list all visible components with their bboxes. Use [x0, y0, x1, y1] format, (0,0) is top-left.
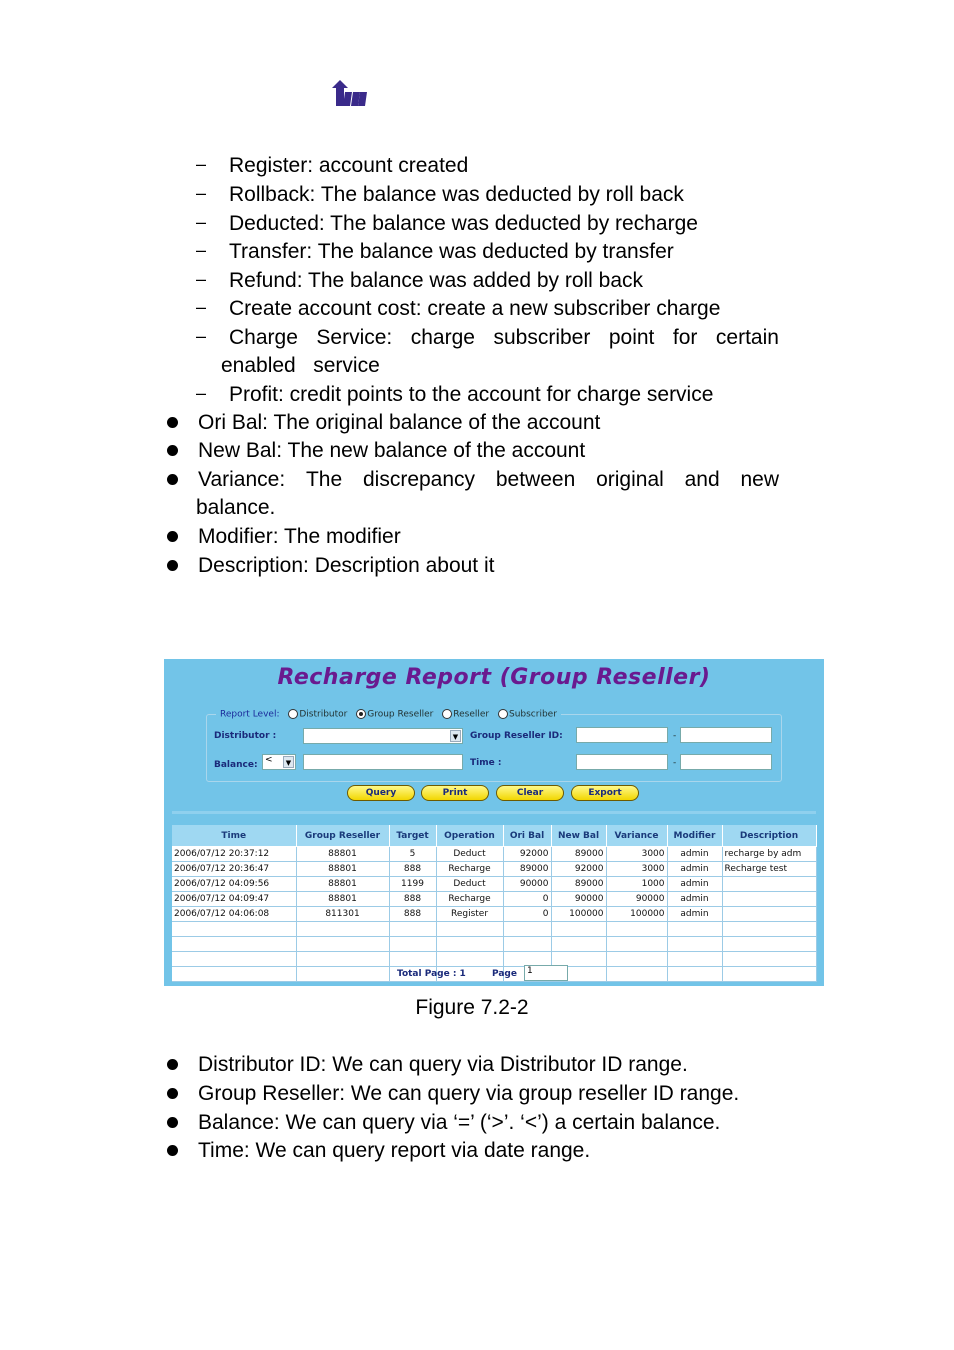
- table-cell: 2006/07/12 20:37:12: [172, 847, 296, 862]
- table-cell: [296, 967, 389, 982]
- table-cell: admin: [667, 892, 722, 907]
- table-row[interactable]: [172, 877, 816, 892]
- table-cell: admin: [667, 862, 722, 877]
- table-cell: [667, 967, 722, 982]
- table-cell: [551, 922, 606, 937]
- list-item: Transfer: The balance was deducted by transfer: [229, 240, 674, 263]
- table-cell: 90000: [551, 892, 606, 907]
- bullet-marker: [167, 417, 178, 428]
- table-cell: [296, 922, 389, 937]
- arrow-logo-icon: [332, 78, 368, 108]
- table-cell: 100000: [606, 907, 667, 922]
- page-input[interactable]: 1: [524, 965, 568, 981]
- group-reseller-id-from-input[interactable]: [576, 727, 668, 743]
- bullet-marker: [167, 474, 178, 485]
- range-separator: -: [673, 758, 677, 768]
- word: original: [596, 468, 664, 491]
- list-item: Distributor ID: We can query via Distributor ID range.: [198, 1053, 688, 1076]
- table-cell: [389, 952, 436, 967]
- table-cell: 89000: [551, 847, 606, 862]
- table-row-empty: [172, 922, 816, 937]
- list-item: Modifier: The modifier: [198, 525, 401, 548]
- column-header[interactable]: Description: [722, 825, 816, 847]
- list-item: Rollback: The balance was deducted by roll back: [229, 183, 684, 206]
- radio-label: Distributor: [299, 709, 348, 720]
- table-cell: 5: [389, 847, 436, 862]
- table-cell: 88801: [296, 877, 389, 892]
- table-cell: 811301: [296, 907, 389, 922]
- word: The: [305, 468, 343, 491]
- table-cell: [667, 937, 722, 952]
- radio-subscriber[interactable]: [498, 709, 508, 719]
- table-row-empty: [172, 952, 816, 967]
- table-cell: Recharge test: [722, 862, 816, 877]
- total-page-label: Total Page : 1: [397, 969, 466, 979]
- column-header[interactable]: Time: [172, 825, 296, 847]
- table-cell: 90000: [606, 892, 667, 907]
- group-reseller-id-label: Group Reseller ID:: [470, 731, 563, 741]
- table-header-row: [172, 825, 816, 847]
- bullet-marker: [167, 1117, 178, 1128]
- table-cell: [389, 922, 436, 937]
- table-cell: 89000: [503, 862, 551, 877]
- bullet-marker: [167, 445, 178, 456]
- table-cell: 100000: [551, 907, 606, 922]
- table-row[interactable]: [172, 892, 816, 907]
- word: between: [495, 468, 576, 491]
- filter-fieldset: [206, 714, 782, 782]
- range-separator: -: [673, 731, 677, 741]
- table-cell: 0: [503, 892, 551, 907]
- word: discrepancy: [362, 468, 476, 491]
- table-cell: 2006/07/12 20:36:47: [172, 862, 296, 877]
- report-level-group: [216, 709, 561, 720]
- table-cell: 888: [389, 862, 436, 877]
- table-cell: [722, 952, 816, 967]
- table-cell: 0: [503, 907, 551, 922]
- table-cell: 88801: [296, 892, 389, 907]
- table-cell: 2006/07/12 04:09:47: [172, 892, 296, 907]
- balance-label: Balance:: [214, 760, 258, 770]
- column-header[interactable]: Modifier: [667, 825, 722, 847]
- dash-marker: –: [196, 326, 207, 346]
- table-cell: [436, 922, 503, 937]
- table-cell: [436, 937, 503, 952]
- clear-button[interactable]: Clear: [496, 785, 564, 801]
- list-item: Deducted: The balance was deducted by recharge: [229, 212, 698, 235]
- column-header[interactable]: Ori Bal: [503, 825, 551, 847]
- list-item: Time: We can query report via date range.: [198, 1139, 591, 1162]
- word: new: [740, 468, 779, 491]
- list-item-continuation: enabled service: [221, 354, 380, 377]
- print-button[interactable]: Print: [421, 785, 489, 801]
- table-cell: admin: [667, 907, 722, 922]
- balance-input[interactable]: [303, 754, 463, 770]
- table-cell: Deduct: [436, 847, 503, 862]
- dash-marker: –: [196, 154, 207, 174]
- table-cell: [667, 952, 722, 967]
- group-reseller-id-to-input[interactable]: [680, 727, 772, 743]
- word: Variance:: [198, 468, 286, 491]
- table-cell: [503, 937, 551, 952]
- table-cell: Deduct: [436, 877, 503, 892]
- report-table-body: [172, 847, 816, 982]
- table-cell: [172, 937, 296, 952]
- table-cell: 2006/07/12 04:06:08: [172, 907, 296, 922]
- list-item: Ori Bal: The original balance of the account: [198, 411, 601, 434]
- export-button[interactable]: Export: [571, 785, 639, 801]
- bullet-marker: [167, 1145, 178, 1156]
- word: point: [608, 326, 655, 349]
- column-header[interactable]: Group Reseller: [296, 825, 389, 847]
- table-row[interactable]: [172, 847, 816, 862]
- radio-label: Group Reseller: [367, 709, 434, 720]
- table-cell: 3000: [606, 847, 667, 862]
- list-item-variance: [198, 466, 779, 494]
- table-cell: [667, 922, 722, 937]
- table-cell: 88801: [296, 847, 389, 862]
- bullet-marker: [167, 1059, 178, 1070]
- page-label: Page: [492, 969, 517, 979]
- table-cell: recharge by adm: [722, 847, 816, 862]
- table-cell: [606, 937, 667, 952]
- divider: [172, 811, 816, 814]
- balance-operator-value: <: [265, 755, 273, 765]
- list-item: Profit: credit points to the account for charge service: [229, 383, 714, 406]
- table-cell: [722, 967, 816, 982]
- column-header[interactable]: Target: [389, 825, 436, 847]
- list-item-continuation: balance.: [196, 496, 276, 519]
- table-cell: [296, 937, 389, 952]
- table-cell: 92000: [503, 847, 551, 862]
- list-item: Balance: We can query via ‘=’ (‘>’. ‘<’) a certain balance.: [198, 1111, 721, 1134]
- dash-marker: –: [196, 240, 207, 260]
- word: charge: [410, 326, 475, 349]
- table-cell: [722, 877, 816, 892]
- table-row[interactable]: [172, 907, 816, 922]
- word: Service:: [316, 326, 393, 349]
- time-from-input[interactable]: [576, 754, 668, 770]
- table-cell: Register: [436, 907, 503, 922]
- table-cell: [606, 967, 667, 982]
- distributor-select[interactable]: [303, 728, 463, 744]
- table-cell: [722, 907, 816, 922]
- dash-marker: –: [196, 269, 207, 289]
- chevron-down-icon: ▼: [450, 730, 461, 742]
- query-button[interactable]: Query: [347, 785, 415, 801]
- table-cell: 90000: [503, 877, 551, 892]
- dash-marker: –: [196, 212, 207, 232]
- word: and: [684, 468, 720, 491]
- figure-caption: Figure 7.2-2: [415, 996, 529, 1019]
- list-item: Create account cost: create a new subscriber charge: [229, 297, 721, 320]
- table-cell: [172, 967, 296, 982]
- bullet-marker: [167, 560, 178, 571]
- list-item: Refund: The balance was added by roll back: [229, 269, 644, 292]
- dash-marker: –: [196, 183, 207, 203]
- table-cell: [436, 952, 503, 967]
- table-cell: 2006/07/12 04:09:56: [172, 877, 296, 892]
- word: Charge: [229, 326, 298, 349]
- table-cell: admin: [667, 877, 722, 892]
- report-level-label: Report Level:: [220, 709, 280, 720]
- dash-marker: –: [196, 383, 207, 403]
- dash-marker: –: [196, 297, 207, 317]
- word: for: [672, 326, 698, 349]
- radio-distributor[interactable]: [288, 709, 298, 719]
- table-cell: [172, 952, 296, 967]
- report-title: Recharge Report (Group Reseller): [277, 665, 711, 690]
- table-cell: 888: [389, 892, 436, 907]
- table-cell: 92000: [551, 862, 606, 877]
- table-row[interactable]: [172, 862, 816, 877]
- time-label: Time :: [470, 758, 502, 768]
- column-header[interactable]: Operation: [436, 825, 503, 847]
- list-item: Register: account created: [229, 154, 469, 177]
- table-cell: [551, 937, 606, 952]
- report-table: [172, 825, 817, 982]
- table-cell: Recharge: [436, 892, 503, 907]
- bullet-marker: [167, 1088, 178, 1099]
- table-cell: 89000: [551, 877, 606, 892]
- list-item: Description: Description about it: [198, 554, 495, 577]
- table-cell: 88801: [296, 862, 389, 877]
- table-cell: [722, 922, 816, 937]
- list-item: Group Reseller: We can query via group reseller ID range.: [198, 1082, 740, 1105]
- table-cell: 3000: [606, 862, 667, 877]
- word: certain: [715, 326, 779, 349]
- word: subscriber: [493, 326, 591, 349]
- table-cell: 1199: [389, 877, 436, 892]
- radio-label: Reseller: [453, 709, 490, 720]
- bullet-marker: [167, 531, 178, 542]
- radio-group-reseller[interactable]: [356, 709, 366, 719]
- table-cell: [389, 937, 436, 952]
- list-item: New Bal: The new balance of the account: [198, 439, 586, 462]
- chevron-down-icon: ▼: [283, 756, 294, 768]
- table-cell: [606, 952, 667, 967]
- list-item-charge-service: [229, 324, 779, 352]
- table-cell: [722, 892, 816, 907]
- radio-reseller[interactable]: [442, 709, 452, 719]
- table-cell: 888: [389, 907, 436, 922]
- table-cell: [606, 922, 667, 937]
- distributor-label: Distributor :: [214, 731, 277, 741]
- recharge-report-screenshot: [164, 659, 824, 986]
- table-cell: 1000: [606, 877, 667, 892]
- table-cell: Recharge: [436, 862, 503, 877]
- table-cell: [722, 937, 816, 952]
- balance-operator-select[interactable]: [262, 754, 296, 770]
- table-cell: [503, 922, 551, 937]
- time-to-input[interactable]: [680, 754, 772, 770]
- table-row-empty: [172, 937, 816, 952]
- table-cell: admin: [667, 847, 722, 862]
- radio-label: Subscriber: [508, 709, 557, 720]
- column-header[interactable]: Variance: [606, 825, 667, 847]
- table-cell: [172, 922, 296, 937]
- column-header[interactable]: New Bal: [551, 825, 606, 847]
- table-cell: [296, 952, 389, 967]
